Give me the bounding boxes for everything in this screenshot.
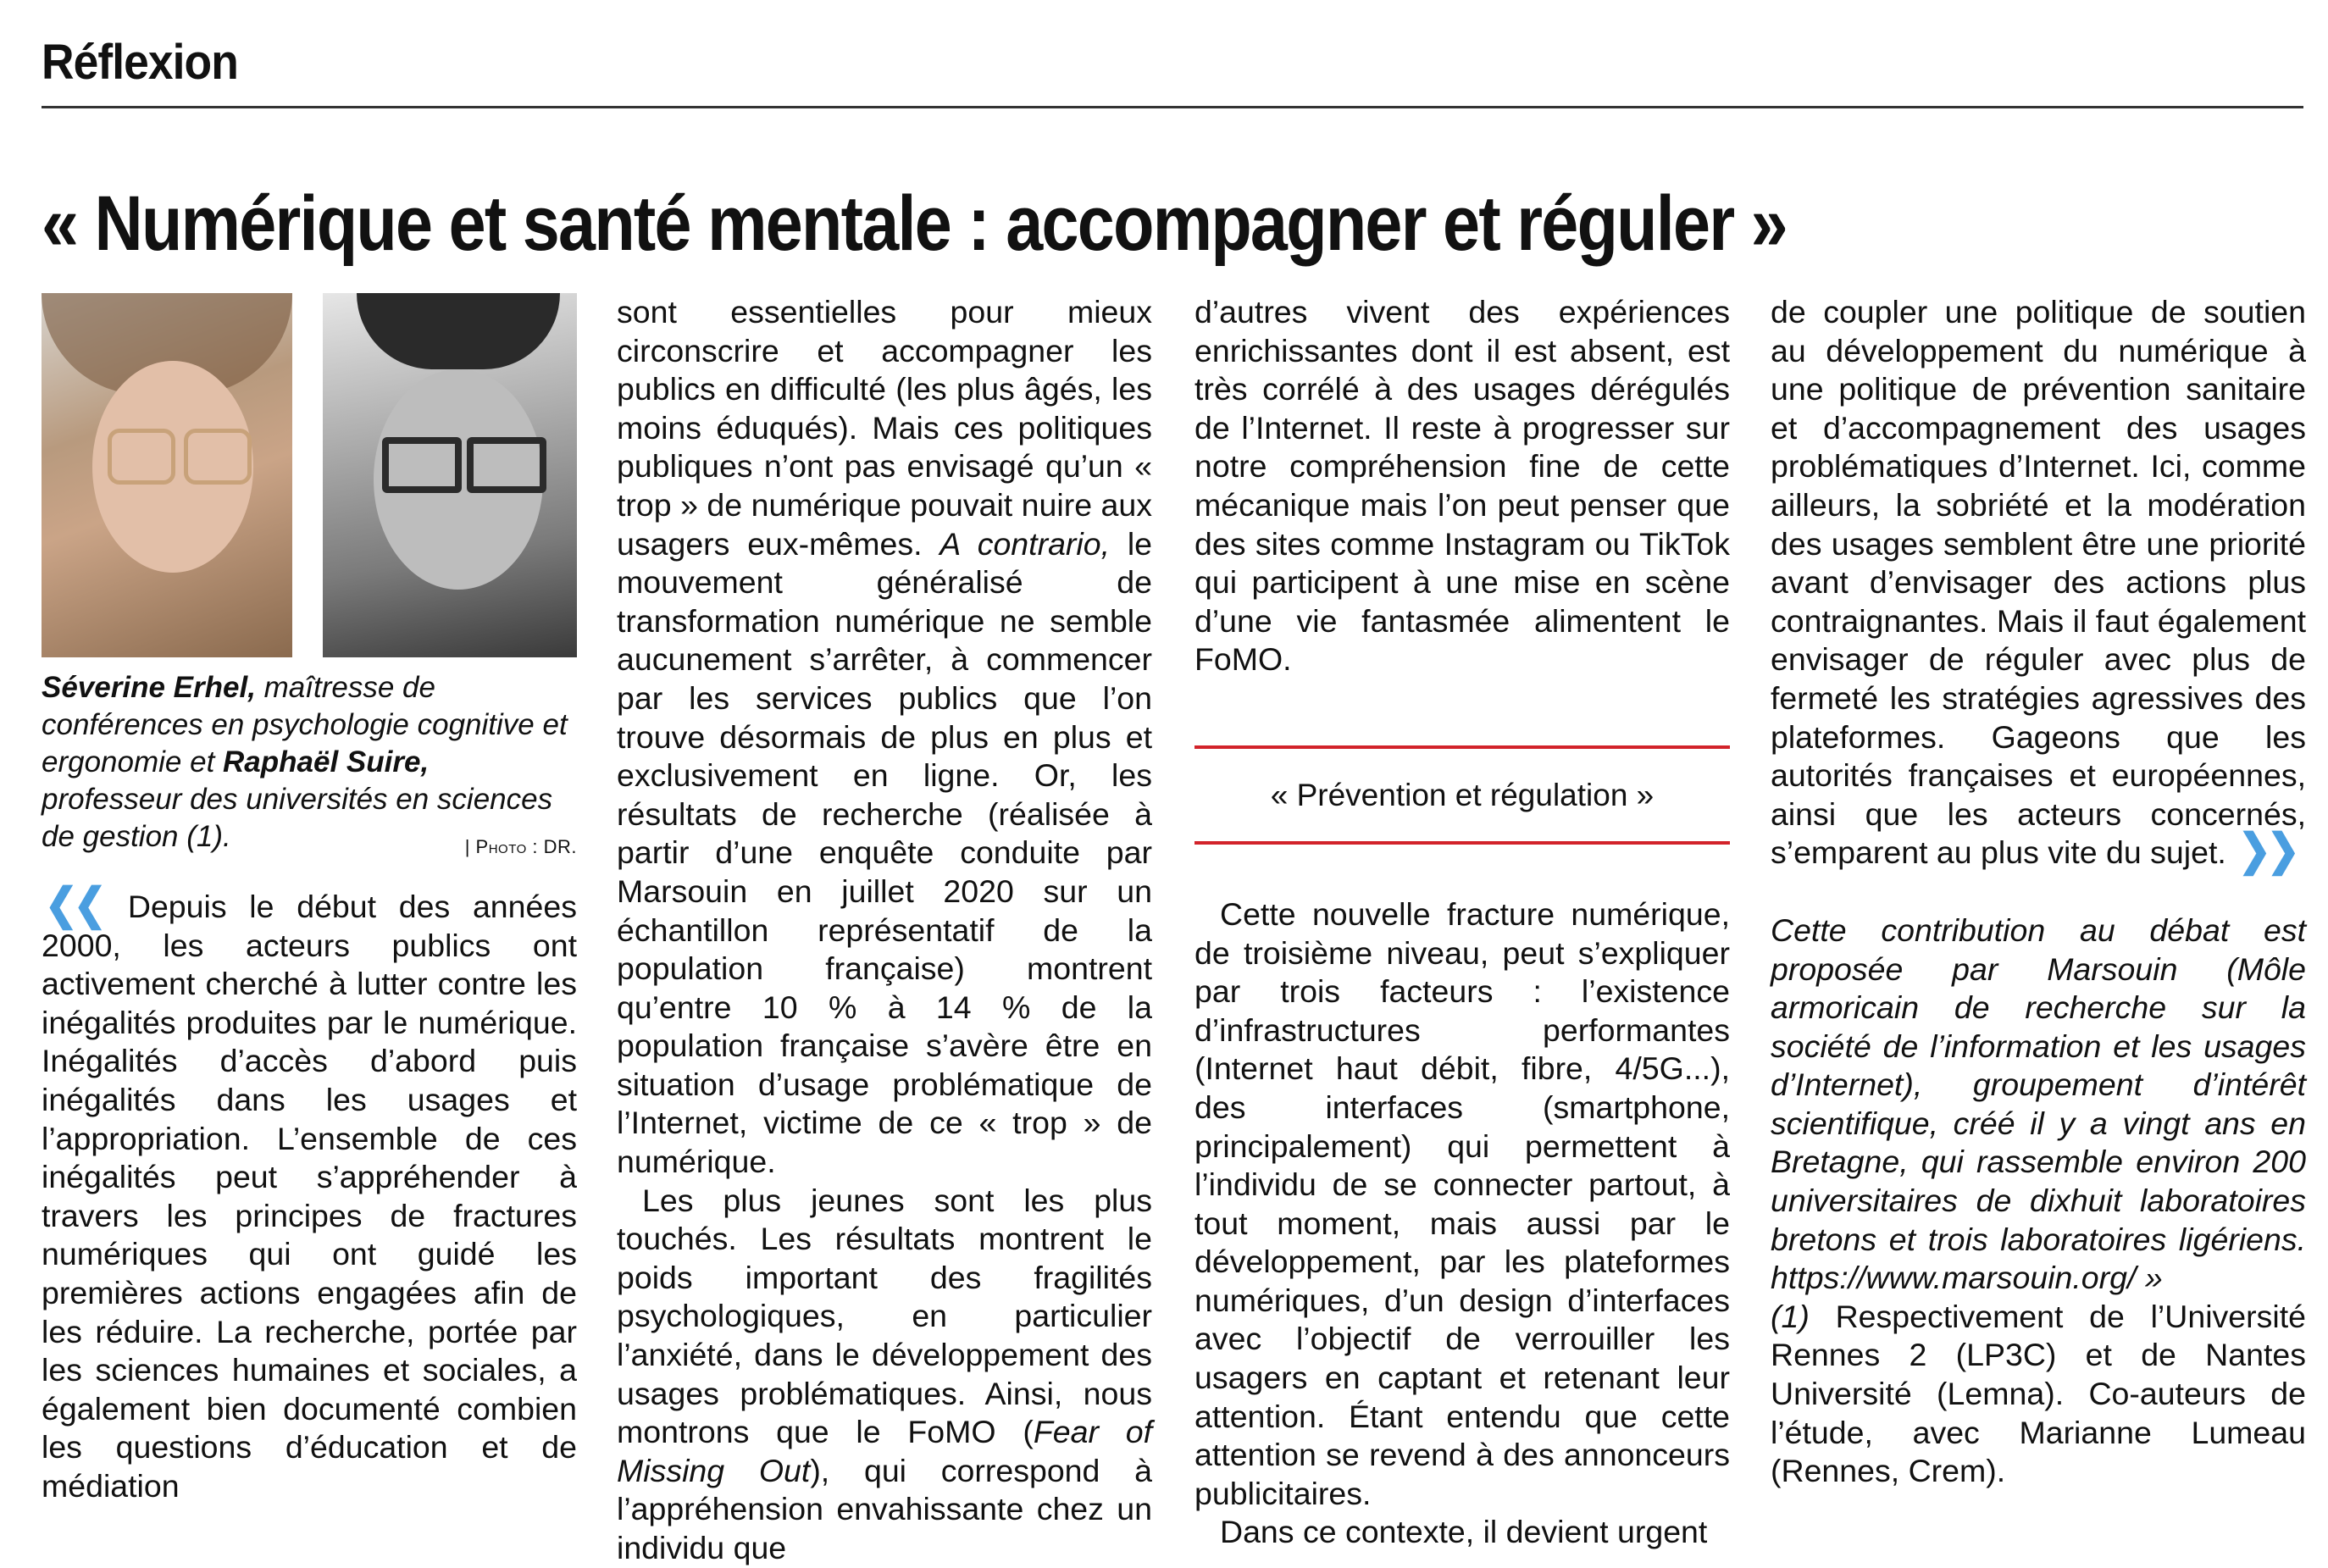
glasses-left-lens <box>382 437 462 493</box>
body-paragraph-1-continued <box>617 293 1152 1182</box>
author-photos <box>42 293 577 657</box>
paragraph-text: ), qui correspond à l’appréhension envahissante chez un individu que <box>617 1452 1152 1565</box>
contribution-note: Cette contribution au débat est proposée par Marsouin (Môle armoricain de recherche sur la société de l’information et les usages d’Internet), groupement d’intérêt scientifique, créé il y a vingt ans en Bretagne, qui rassemble environ 200 universitaires de dixhuit laboratoires bretons et trois laboratoires ligériens. https://www.marsouin.org/ » <box>1771 911 2306 1296</box>
header-rule <box>42 106 2303 108</box>
paragraph-text: le mouvement généralisé de transformation numérique ne semble aucunement s’arrêter, à commencer par les services publics que l’on trouve désormais de plus en plus et exclusivement en ligne. Or, les résultats de recherche (réalisée à partir d’une enquête conduite par Marsouin en juillet 2020 sur un échantillon représentatif de la population française) montrent qu’entre 10 % à 14 % de la population française s’avère être en situation d’usage problématique de l’Internet, victime de ce « trop » de numérique. <box>617 525 1153 1180</box>
photo-raphael-suire <box>323 293 577 657</box>
paragraph-text: Depuis le début des années 2000, les acteurs publics ont activement cherché à lutter contre les inégalités produites par le numérique. Inégalités d’accès d’abord puis inégalités dans les usages et l’appropriation. L’ensemble de ces inégalités peut s’appréhender à travers les principes de fractures numériques qui ont guidé les premières actions engagées afin de les réduire. La recherche, portée par les sciences humaines et sociales, a également bien documenté combien les questions d’éducation et de médiation <box>42 889 577 1504</box>
column-1 <box>42 293 577 1506</box>
caption-name-1: Séverine Erhel, <box>42 671 256 704</box>
article-headline: « Numérique et santé mentale : accompagner et réguler » <box>42 180 1787 267</box>
glasses-left-lens <box>108 429 175 485</box>
photo-credit <box>465 828 577 866</box>
paragraph-text: de coupler une politique de soutien au développement du numérique à une politique de prévention sanitaire et d’accompagnement des usages problématiques d’Internet. Ici, comme ailleurs, la sobriété et la modération des usages semblent être une priorité avant d’envisager des actions plus contraignantes. Mais il faut également envisager de réguler avec plus de fermeté les stratégies agressives des plateformes. Gageons que les autorités françaises et européennes, ainsi que les acteurs concernés, s’emparent au plus vite du sujet. <box>1771 294 2306 871</box>
glasses-right-lens <box>467 437 546 493</box>
footnote-text: Respectivement de l’Université Rennes 2 (LP3C) et de Nantes Université (Lemna). Co-auteurs de l’étude, avec Marianne Lumeau (Rennes, Crem). <box>1771 1298 2306 1489</box>
column-2 <box>617 293 1152 1568</box>
photo-hair-shape <box>357 293 560 369</box>
body-paragraph-2 <box>617 1182 1152 1568</box>
right-double-chevron-icon: ❯❯ <box>2237 826 2296 876</box>
intertitle: « Prévention et régulation » <box>1194 745 1730 845</box>
photo-caption <box>42 669 577 856</box>
body-paragraph-2-continued: d’autres vivent des expériences enrichissantes dont il est absent, est très corrélé à des usages dérégulés de l’Internet. Il reste à progresser sur notre compréhension fine de cette mécanique mais l’on peut penser que des sites comme Instagram ou TikTok qui participent à une mise en scène d’une vie fantasmée alimentent le FoMO. <box>1194 294 1730 678</box>
body-paragraph-1 <box>42 880 577 1506</box>
caption-role-1: maîtresse de conférences en psychologie cognitive et ergonomie et <box>42 671 568 778</box>
credit-bar: | <box>464 836 476 857</box>
paragraph-text: Les plus jeunes sont les plus touchés. Les résultats montrent le poids important des fragilités psychologiques, en particulier l’anxiété, dans le développement des usages problématiques. Ainsi, nous montrons que le FoMO ( <box>617 1182 1152 1450</box>
caption-name-2: Raphaël Suire, <box>223 745 430 778</box>
footnote <box>1771 1298 2306 1491</box>
paragraph-text: sont essentielles pour mieux circonscrire et accompagner les publics en difficulté (les plus âgés, les moins éduqués). Mais ces politiques publiques n’ont pas envisagé qu’un « trop » de numérique pouvait nuire aux usagers eux-mêmes. <box>617 294 1152 562</box>
column-3 <box>1194 293 1730 1552</box>
section-rubric: Réflexion <box>42 35 238 90</box>
body-paragraph-4-continued <box>1771 293 2306 876</box>
italic-phrase: Fear of Missing Out <box>617 1414 1152 1488</box>
credit-photo-label: Photo <box>475 836 527 857</box>
body-paragraph-3: Cette nouvelle fracture numérique, de troisième niveau, peut s’expliquer par trois facteurs : l’existence d’infrastructures performantes (Internet haut débit, fibre, 4/5G...), des interfaces (smartphone, principalement) qui permettent à l’individu de se connecter partout, à tout moment, mais aussi par le développement, par les plateformes numériques, d’un design d’interfaces avec l’objectif de verrouiller les usagers en captant et retenant leur attention. Étant entendu que cette attention se revend à des annonceurs publicitaires. <box>1194 895 1730 1511</box>
photo-severine-erhel <box>42 293 292 657</box>
glasses-right-lens <box>184 429 252 485</box>
credit-source: : DR. <box>526 836 577 857</box>
footnote-marker: (1) <box>1771 1298 1810 1334</box>
italic-phrase: A contrario, <box>940 525 1111 562</box>
column-4 <box>1771 293 2306 1491</box>
body-paragraph-4: Dans ce contexte, il devient urgent <box>1220 1514 1708 1550</box>
caption-role-2: professeur des universités en sciences de gestion (1). <box>42 783 553 853</box>
left-double-chevron-icon: ❮❮ <box>44 880 103 929</box>
